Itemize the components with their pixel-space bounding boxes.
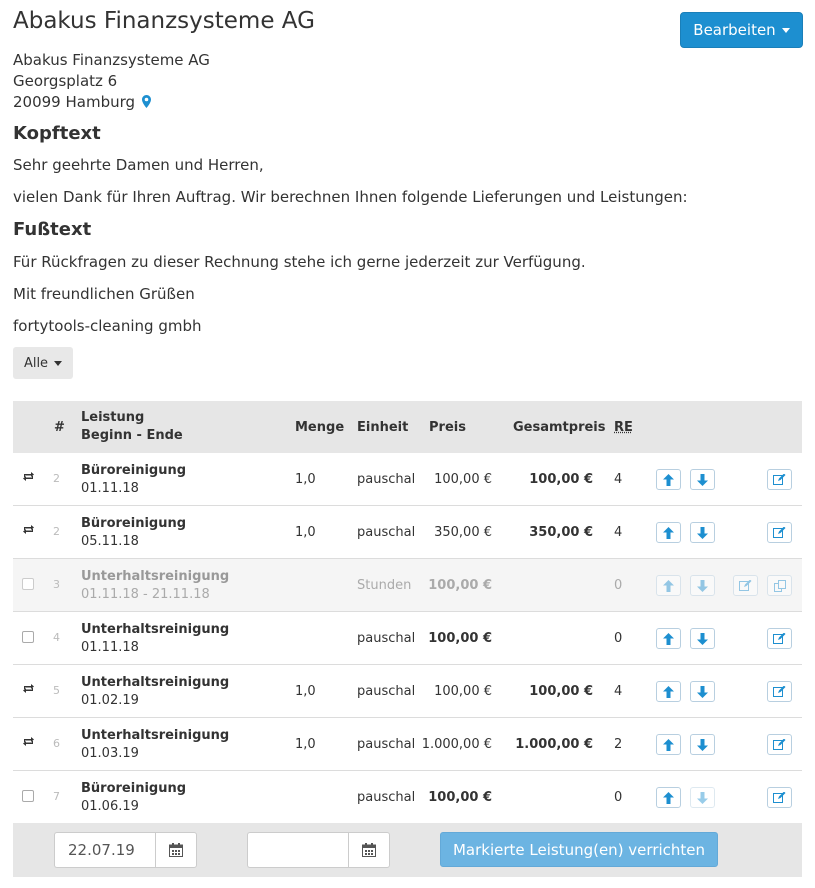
service-name: Unterhaltsreinigung (81, 569, 230, 584)
filter-label: Alle (23, 355, 49, 371)
move-down-button[interactable] (690, 628, 715, 649)
address-block (13, 50, 210, 114)
price: 100,00 € (434, 684, 492, 699)
arrow-down-icon (697, 739, 708, 751)
row-number: 7 (53, 790, 60, 803)
price: 1.000,00 € (421, 737, 492, 752)
edit-row-button[interactable] (767, 628, 792, 649)
perform-services-button[interactable]: Markierte Leistung(en) verrichten (440, 832, 718, 867)
move-down-button[interactable] (690, 787, 715, 808)
fusstext-line-3: fortytools-cleaning gmbh (13, 317, 202, 335)
table-row (13, 559, 802, 612)
re-count: 4 (614, 684, 623, 699)
table-header (13, 401, 802, 453)
service-date: 01.11.18 (81, 481, 139, 496)
col-einheit: Einheit (357, 420, 409, 435)
service-date: 01.02.19 (81, 693, 139, 708)
service-cell (81, 674, 229, 710)
move-down-button[interactable] (690, 734, 715, 755)
edit-icon (739, 580, 752, 592)
re-count: 0 (614, 578, 623, 593)
table-row (13, 453, 802, 506)
unit: Stunden (357, 578, 412, 593)
re-count: 0 (614, 790, 623, 805)
service-cell (81, 568, 229, 604)
copy-row-button[interactable] (767, 575, 792, 596)
total-price: 100,00 € (529, 684, 593, 699)
kopftext-line-1: Sehr geehrte Damen und Herren, (13, 156, 264, 174)
row-number: 6 (53, 737, 60, 750)
price: 100,00 € (428, 578, 492, 593)
arrow-down-icon (697, 792, 708, 804)
arrow-down-icon (697, 527, 708, 539)
calendar-icon[interactable] (155, 832, 197, 868)
move-up-button[interactable] (656, 628, 681, 649)
arrow-up-icon (663, 739, 674, 751)
service-cell (81, 621, 229, 657)
address-company: Abakus Finanzsysteme AG (13, 51, 210, 69)
arrow-up-icon (663, 686, 674, 698)
address-city-line (13, 92, 210, 114)
edit-row-button[interactable] (767, 469, 792, 490)
move-up-button[interactable] (656, 734, 681, 755)
arrow-down-icon (697, 474, 708, 486)
price: 100,00 € (428, 631, 492, 646)
edit-icon (773, 527, 786, 539)
calendar-icon[interactable] (348, 832, 390, 868)
re-count: 4 (614, 525, 623, 540)
map-marker-icon[interactable] (142, 93, 151, 114)
edit-button-label: Bearbeiten (693, 21, 776, 39)
service-cell (81, 462, 186, 498)
edit-icon (773, 686, 786, 698)
service-date: 01.06.19 (81, 799, 139, 814)
arrow-up-icon (663, 792, 674, 804)
arrow-up-icon (663, 580, 674, 592)
row-number: 5 (53, 684, 60, 697)
repeat-icon (22, 524, 35, 539)
service-date: 01.11.18 - 21.11.18 (81, 587, 210, 602)
unit: pauschal (357, 790, 416, 805)
row-number: 2 (53, 525, 60, 538)
row-checkbox[interactable] (22, 578, 34, 590)
col-re[interactable]: RE (614, 420, 633, 435)
arrow-down-icon (697, 686, 708, 698)
edit-icon (773, 792, 786, 804)
service-cell (81, 780, 186, 816)
re-count: 4 (614, 472, 623, 487)
edit-icon (773, 474, 786, 486)
move-up-button[interactable] (656, 469, 681, 490)
date-to-input[interactable] (247, 832, 348, 868)
filter-dropdown-button[interactable] (13, 347, 73, 379)
row-number: 2 (53, 472, 60, 485)
re-count: 2 (614, 737, 623, 752)
arrow-down-icon (697, 580, 708, 592)
unit: pauschal (357, 472, 416, 487)
service-name: Büroreinigung (81, 516, 187, 531)
table-footer (13, 823, 802, 877)
service-date: 01.11.18 (81, 640, 139, 655)
arrow-up-icon (663, 527, 674, 539)
date-from-input[interactable] (54, 832, 155, 868)
edit-icon (773, 739, 786, 751)
service-date: 05.11.18 (81, 534, 139, 549)
col-gesamtpreis: Gesamtpreis (513, 420, 606, 435)
copy-icon (774, 580, 786, 592)
quantity: 1,0 (295, 525, 316, 540)
total-price: 1.000,00 € (515, 737, 593, 752)
move-up-button[interactable] (656, 681, 681, 702)
service-name: Unterhaltsreinigung (81, 675, 230, 690)
repeat-icon (22, 736, 35, 751)
date-to-group (247, 832, 390, 868)
arrow-up-icon (663, 633, 674, 645)
fusstext-line-2: Mit freundlichen Grüßen (13, 285, 195, 303)
service-name: Unterhaltsreinigung (81, 622, 230, 637)
table-row (13, 718, 802, 771)
move-down-button[interactable] (690, 469, 715, 490)
row-number: 4 (53, 631, 60, 644)
date-from-group (54, 832, 197, 868)
service-cell (81, 727, 229, 763)
re-count: 0 (614, 631, 623, 646)
service-name: Büroreinigung (81, 463, 187, 478)
quantity: 1,0 (295, 737, 316, 752)
page-title: Abakus Finanzsysteme AG (13, 8, 315, 34)
col-num: # (54, 420, 65, 435)
move-up-button[interactable] (656, 787, 681, 808)
table-row (13, 506, 802, 559)
quantity: 1,0 (295, 472, 316, 487)
edit-row-button[interactable] (767, 681, 792, 702)
price: 350,00 € (434, 525, 492, 540)
unit: pauschal (357, 684, 416, 699)
caret-down-icon (54, 361, 62, 366)
move-down-button[interactable] (690, 522, 715, 543)
move-down-button[interactable] (690, 575, 715, 596)
arrow-up-icon (663, 474, 674, 486)
edit-row-button[interactable] (767, 787, 792, 808)
table-row (13, 771, 802, 824)
services-table (13, 401, 802, 824)
fusstext-line-1: Für Rückfragen zu dieser Rechnung stehe ich gerne jederzeit zur Verfügung. (13, 253, 586, 271)
row-checkbox[interactable] (22, 631, 34, 643)
repeat-icon (22, 471, 35, 486)
col-menge: Menge (295, 420, 345, 435)
service-name: Büroreinigung (81, 781, 187, 796)
edit-dropdown-button[interactable] (680, 12, 803, 48)
service-name: Unterhaltsreinigung (81, 728, 230, 743)
move-down-button[interactable] (690, 681, 715, 702)
col-zeitraum: Beginn - Ende (81, 428, 183, 443)
total-price: 100,00 € (529, 472, 593, 487)
service-date: 01.03.19 (81, 746, 139, 761)
address-city: 20099 Hamburg (13, 93, 136, 111)
edit-icon (773, 633, 786, 645)
unit: pauschal (357, 525, 416, 540)
row-number: 3 (53, 578, 60, 591)
table-row (13, 612, 802, 665)
kopftext-line-2: vielen Dank für Ihren Auftrag. Wir berechnen Ihnen folgende Lieferungen und Leistungen: (13, 188, 688, 206)
quantity: 1,0 (295, 684, 316, 699)
total-price: 350,00 € (529, 525, 593, 540)
price: 100,00 € (428, 790, 492, 805)
edit-row-button[interactable] (767, 522, 792, 543)
repeat-icon (22, 683, 35, 698)
edit-row-button[interactable] (733, 575, 758, 596)
edit-row-button[interactable] (767, 734, 792, 755)
caret-down-icon (782, 28, 790, 33)
row-checkbox[interactable] (22, 790, 34, 802)
move-up-button[interactable] (656, 575, 681, 596)
unit: pauschal (357, 737, 416, 752)
arrow-down-icon (697, 633, 708, 645)
move-up-button[interactable] (656, 522, 681, 543)
kopftext-heading: Kopftext (13, 123, 101, 144)
service-cell (81, 515, 186, 551)
address-street: Georgsplatz 6 (13, 72, 118, 90)
col-leistung: Leistung (81, 410, 145, 425)
col-preis: Preis (429, 420, 466, 435)
table-row (13, 665, 802, 718)
fusstext-heading: Fußtext (13, 219, 92, 240)
unit: pauschal (357, 631, 416, 646)
price: 100,00 € (434, 472, 492, 487)
